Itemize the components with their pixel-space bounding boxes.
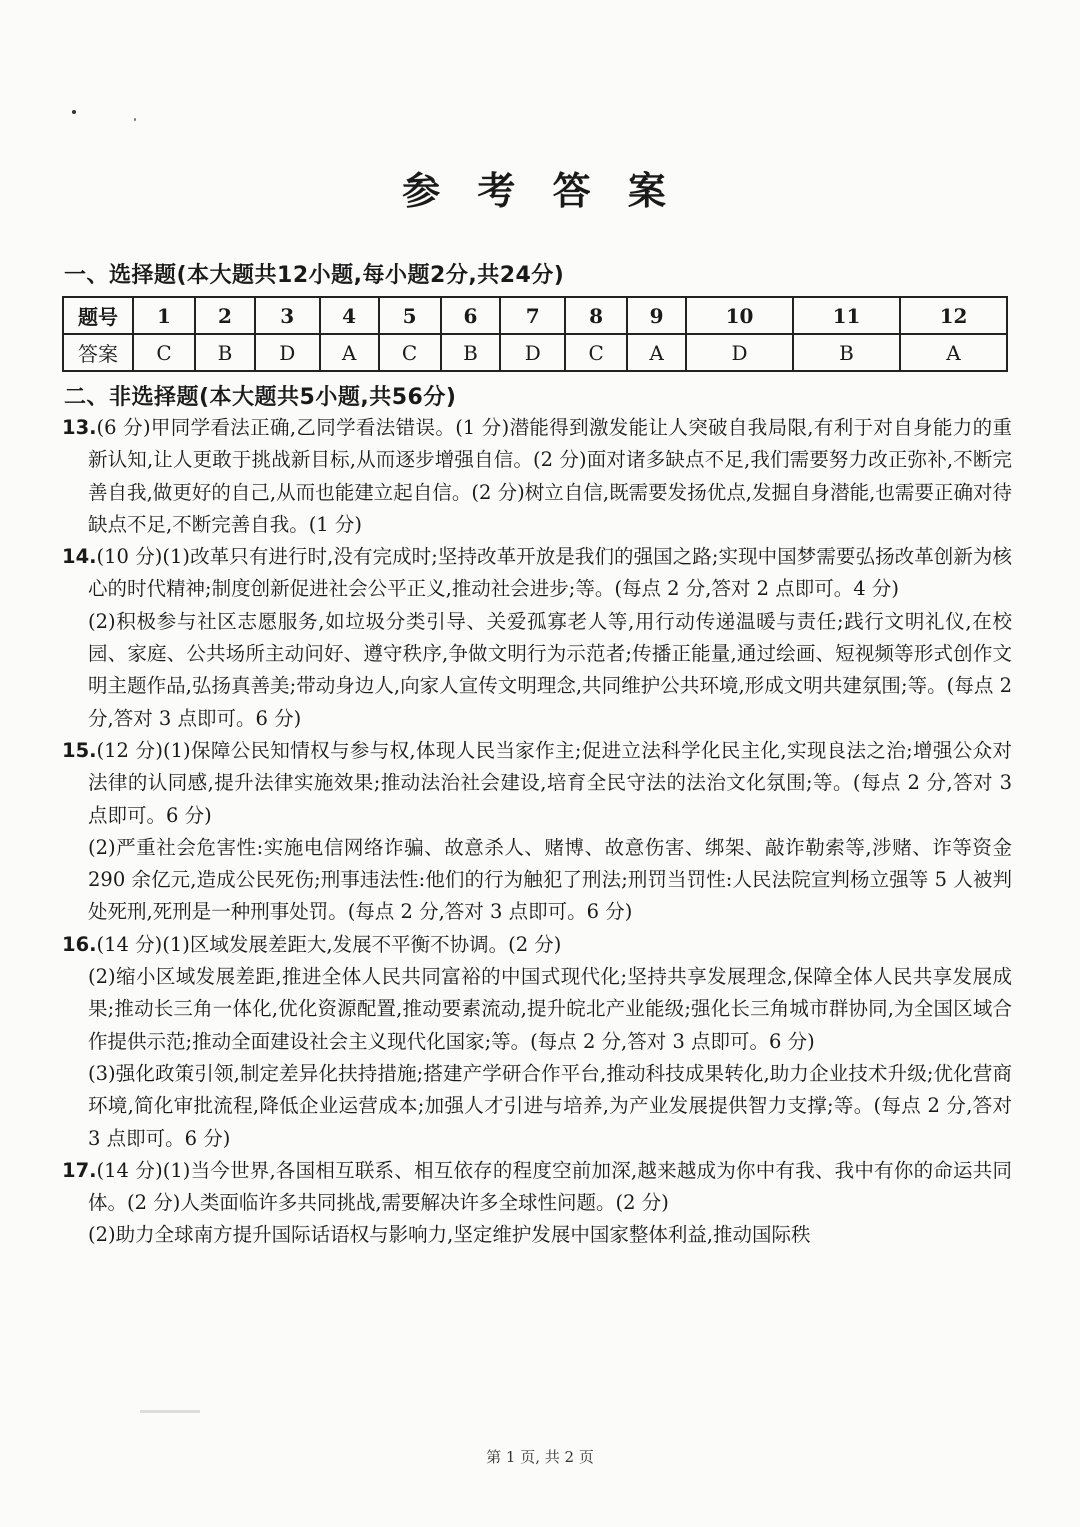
question-13 (62, 412, 1012, 541)
answer-cell: C (133, 334, 195, 371)
question-number: 14. (62, 545, 97, 569)
answer-cell: D (686, 334, 793, 371)
question-number: 13. (62, 416, 97, 439)
question-16-part-2: (2)缩小区域发展差距,推进全体人民共同富裕的中国式现代化;坚持共享发展理念,保障全体人民共享发展成果;推动长三角一体化,优化资源配置,推动要素流动,提升皖北产业能级;强化长三角城市群协同,为全国区域合作提供示范;推动全面建设社会主义现代化国家;等。(每点 2 分,答对 3 点即可。6 分) (88, 965, 1012, 1053)
answer-cell: B (195, 334, 255, 371)
answer-cell: A (320, 334, 379, 371)
answer-cell: D (500, 334, 565, 371)
num-cell: 12 (900, 297, 1007, 334)
answer-row (63, 334, 1007, 371)
answer-cell: A (627, 334, 686, 371)
answer-text: (10 分)(1)改革只有进行时,没有完成时;坚持改革开放是我们的强国之路;实现中国梦需要弘扬改革创新为核心的时代精神;制度创新促进社会公平正义,推动社会进步;等。(每点 2 分,答对 2 点即可。4 分) (88, 545, 1012, 601)
page-title: 参 考 答 案 (402, 169, 678, 213)
answer-cell: D (255, 334, 320, 371)
question-number: 16. (62, 932, 97, 956)
num-cell: 2 (195, 297, 255, 334)
num-cell: 1 (133, 297, 195, 334)
answer-cell: B (441, 334, 501, 371)
num-cell: 9 (627, 297, 686, 334)
scan-speck (72, 110, 76, 114)
num-cell: 6 (441, 297, 501, 334)
answer-cell: B (793, 334, 900, 371)
num-cell: 7 (500, 297, 565, 334)
num-cell: 5 (379, 297, 441, 334)
answers-body (62, 412, 1012, 1252)
num-cell: 3 (255, 297, 320, 334)
section1-heading: 一、选择题(本大题共12小题,每小题2分,共24分) (64, 263, 565, 288)
page-footer: 第 1 页, 共 2 页 (486, 1448, 594, 1466)
answer-cell: A (900, 334, 1007, 371)
answer-text: (12 分)(1)保障公民知情权与参与权,体现人民当家作主;促进立法科学化民主化,实现良法之治;增强公众对法律的认同感,提升法律实施效果;推动法治社会建设,培育全民守法的法治文化氛围;等。(每点 2 分,答对 3 点即可。6 分) (88, 738, 1012, 827)
answer-text: (14 分)(1)当今世界,各国相互联系、相互依存的程度空前加深,越来越成为你中有我、我中有你的命运共同体。(2 分)人类面临许多共同挑战,需要解决许多全球性问题。(2 分) (88, 1158, 1012, 1215)
section2-heading: 二、非选择题(本大题共5小题,共56分) (64, 385, 457, 410)
question-number: 15. (62, 738, 97, 762)
num-cell: 11 (793, 297, 900, 334)
answer-text: (6 分)甲同学看法正确,乙同学看法错误。(1 分)潜能得到激发能让人突破自我局限,有利于对自身能力的重新认知,让人更敢于挑战新目标,从而逐步增强自信。(2 分)面对诸多缺点不足,我们需要努力改正弥补,不断完善自我,做更好的自己,从而也能建立起自信。(2 分)树立自信,既需要发扬优点,发掘自身潜能,也需要正确对待缺点不足,不断完善自我。(1 分) (88, 416, 1012, 536)
num-label: 题号 (63, 297, 133, 334)
question-14-part-2: (2)积极参与社区志愿服务,如垃圾分类引导、关爱孤寡老人等,用行动传递温暖与责任;践行文明礼仪,在校园、家庭、公共场所主动问好、遵守秩序,争做文明行为示范者;传播正能量,通过绘画、短视频等形式创作文明主题作品,弘扬真善美;带动身边人,向家人宣传文明理念,共同维护公共环境,形成文明共建氛围;等。(每点 2 分,答对 3 点即可。6 分) (88, 609, 1012, 730)
scan-speck (134, 118, 136, 121)
num-cell: 8 (565, 297, 627, 334)
question-17 (62, 1155, 1012, 1220)
num-cell: 10 (686, 297, 793, 334)
question-14 (62, 541, 1012, 606)
question-number: 17. (62, 1158, 97, 1182)
answer-table (62, 296, 1008, 372)
question-16-part-3: (3)强化政策引领,制定差异化扶持措施;搭建产学研合作平台,推动科技成果转化,助力企业技术升级;优化营商环境,简化审批流程,降低企业运营成本;加强人才引进与培养,为产业发展提供智力支撑;等。(每点 2 分,答对 3 点即可。6 分) (88, 1061, 1012, 1150)
answer-text: (14 分)(1)区域发展差距大,发展不平衡不协调。(2 分) (96, 932, 562, 956)
question-17-part-2: (2)助力全球南方提升国际话语权与影响力,坚定维护发展中国家整体利益,推动国际秩 (88, 1223, 811, 1247)
question-16 (62, 929, 1012, 961)
question-number-row (63, 297, 1007, 334)
question-15-part-2: (2)严重社会危害性:实施电信网络诈骗、故意杀人、赌博、故意伤害、绑架、敲诈勒索等,涉赌、诈等资金 290 余亿元,造成公民死伤;刑事违法性:他们的行为触犯了刑法;刑罚当罚性:人民法院宣判杨立强等 5 人被判处死刑,死刑是一种刑事处罚。(每点 2 分,答对 3 点即可。6 分) (88, 835, 1012, 924)
ans-label: 答案 (63, 334, 133, 371)
answer-cell: C (379, 334, 441, 371)
question-15 (62, 735, 1012, 832)
scan-smudge (140, 1410, 200, 1413)
answer-cell: C (565, 334, 627, 371)
num-cell: 4 (320, 297, 379, 334)
